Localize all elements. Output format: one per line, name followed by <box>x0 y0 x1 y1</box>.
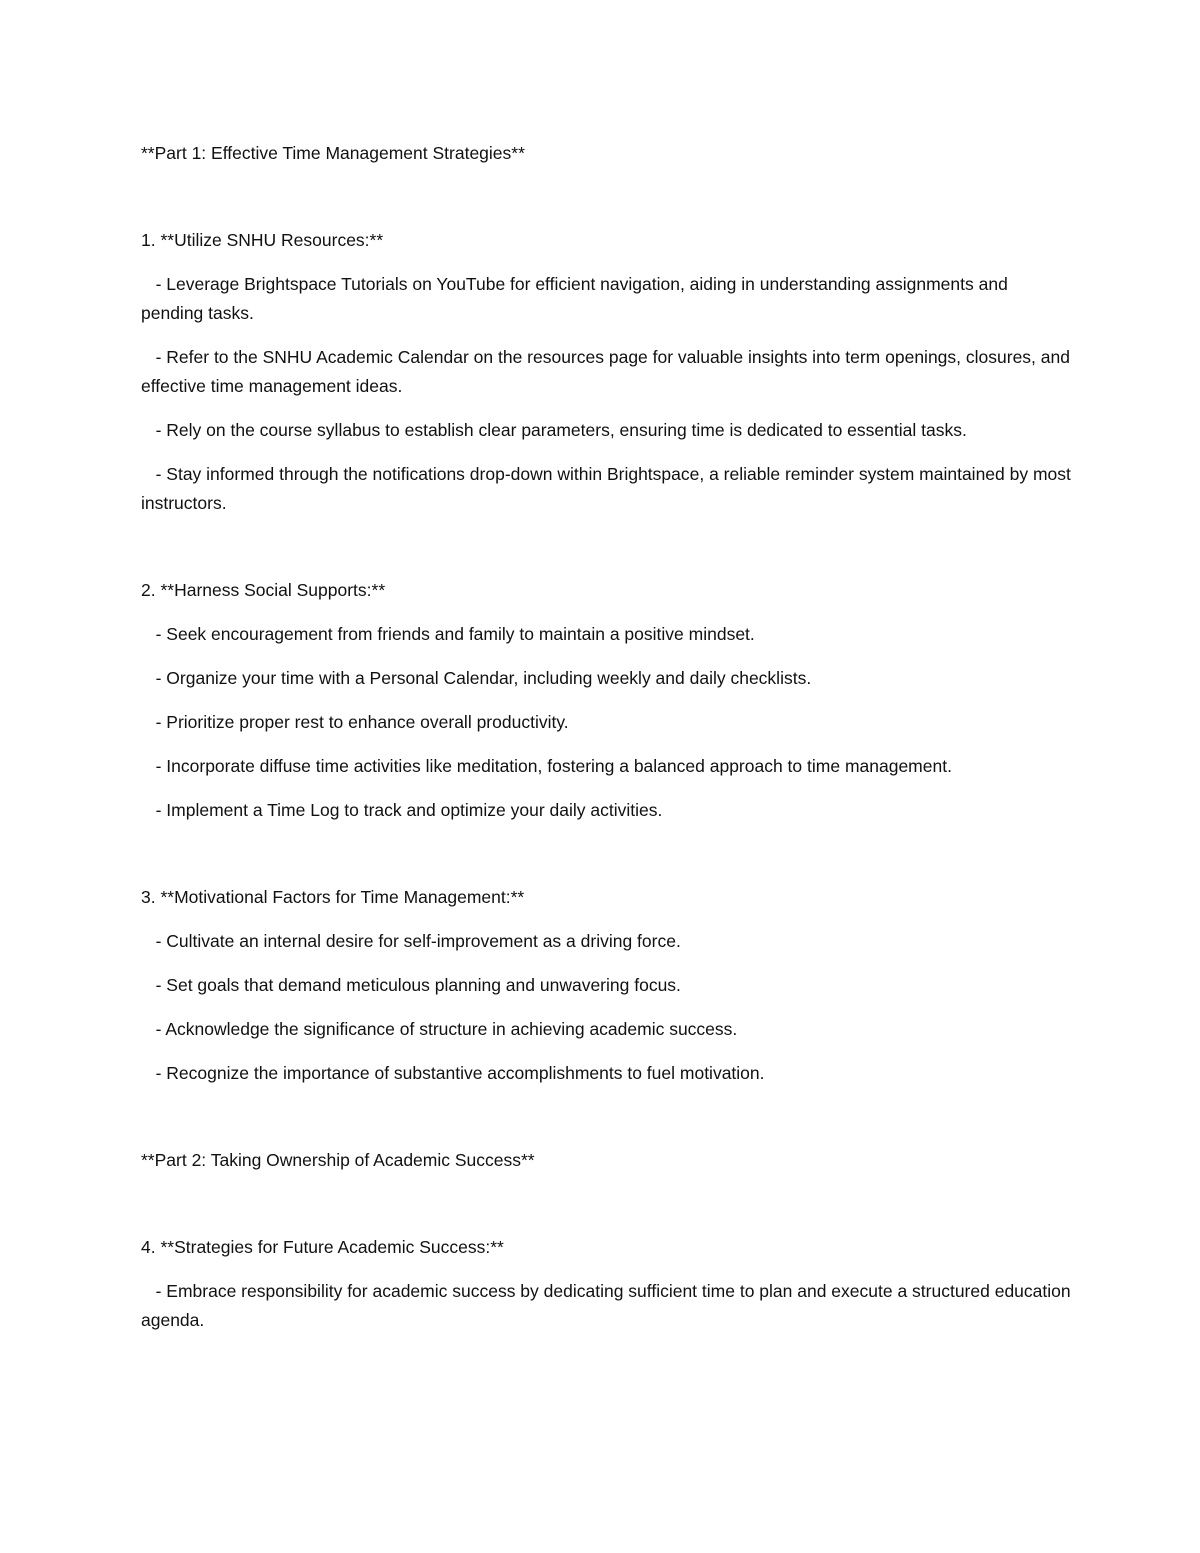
section-4-heading: 4. **Strategies for Future Academic Success:** <box>141 1237 504 1257</box>
section-1-bullet: - Rely on the course syllabus to establish clear parameters, ensuring time is dedicated to essential tasks. <box>141 420 967 440</box>
section-3-bullet: - Set goals that demand meticulous planning and unwavering focus. <box>141 975 681 995</box>
section-2-bullet: - Prioritize proper rest to enhance overall productivity. <box>141 712 569 732</box>
section-1-bullet: - Refer to the SNHU Academic Calendar on the resources page for valuable insights into term openings, closures, and effective time management ideas. <box>141 347 1075 396</box>
section-3-bullet: - Recognize the importance of substantive accomplishments to fuel motivation. <box>141 1063 765 1083</box>
section-3-bullet: - Acknowledge the significance of structure in achieving academic success. <box>141 1019 738 1039</box>
section-4-bullet: - Embrace responsibility for academic success by dedicating sufficient time to plan and execute a structured education agenda. <box>141 1281 1076 1330</box>
section-1-heading: 1. **Utilize SNHU Resources:** <box>141 230 384 250</box>
part2-title: **Part 2: Taking Ownership of Academic Success** <box>141 1150 535 1170</box>
section-3-heading: 3. **Motivational Factors for Time Management:** <box>141 887 525 907</box>
section-3-bullet: - Cultivate an internal desire for self-improvement as a driving force. <box>141 931 681 951</box>
part1-title: **Part 1: Effective Time Management Strategies** <box>141 143 525 163</box>
section-2-heading: 2. **Harness Social Supports:** <box>141 580 386 600</box>
section-1-bullet: - Stay informed through the notifications drop-down within Brightspace, a reliable reminder system maintained by most instructors. <box>141 464 1076 513</box>
section-2-bullet: - Implement a Time Log to track and optimize your daily activities. <box>141 800 663 820</box>
section-2-bullet: - Seek encouragement from friends and family to maintain a positive mindset. <box>141 624 755 644</box>
section-2-bullet: - Incorporate diffuse time activities like meditation, fostering a balanced approach to time management. <box>141 756 952 776</box>
section-1-bullet: - Leverage Brightspace Tutorials on YouTube for efficient navigation, aiding in understanding assignments and pending tasks. <box>141 274 1013 323</box>
section-2-bullet: - Organize your time with a Personal Calendar, including weekly and daily checklists. <box>141 668 812 688</box>
document-body <box>141 139 1076 1335</box>
